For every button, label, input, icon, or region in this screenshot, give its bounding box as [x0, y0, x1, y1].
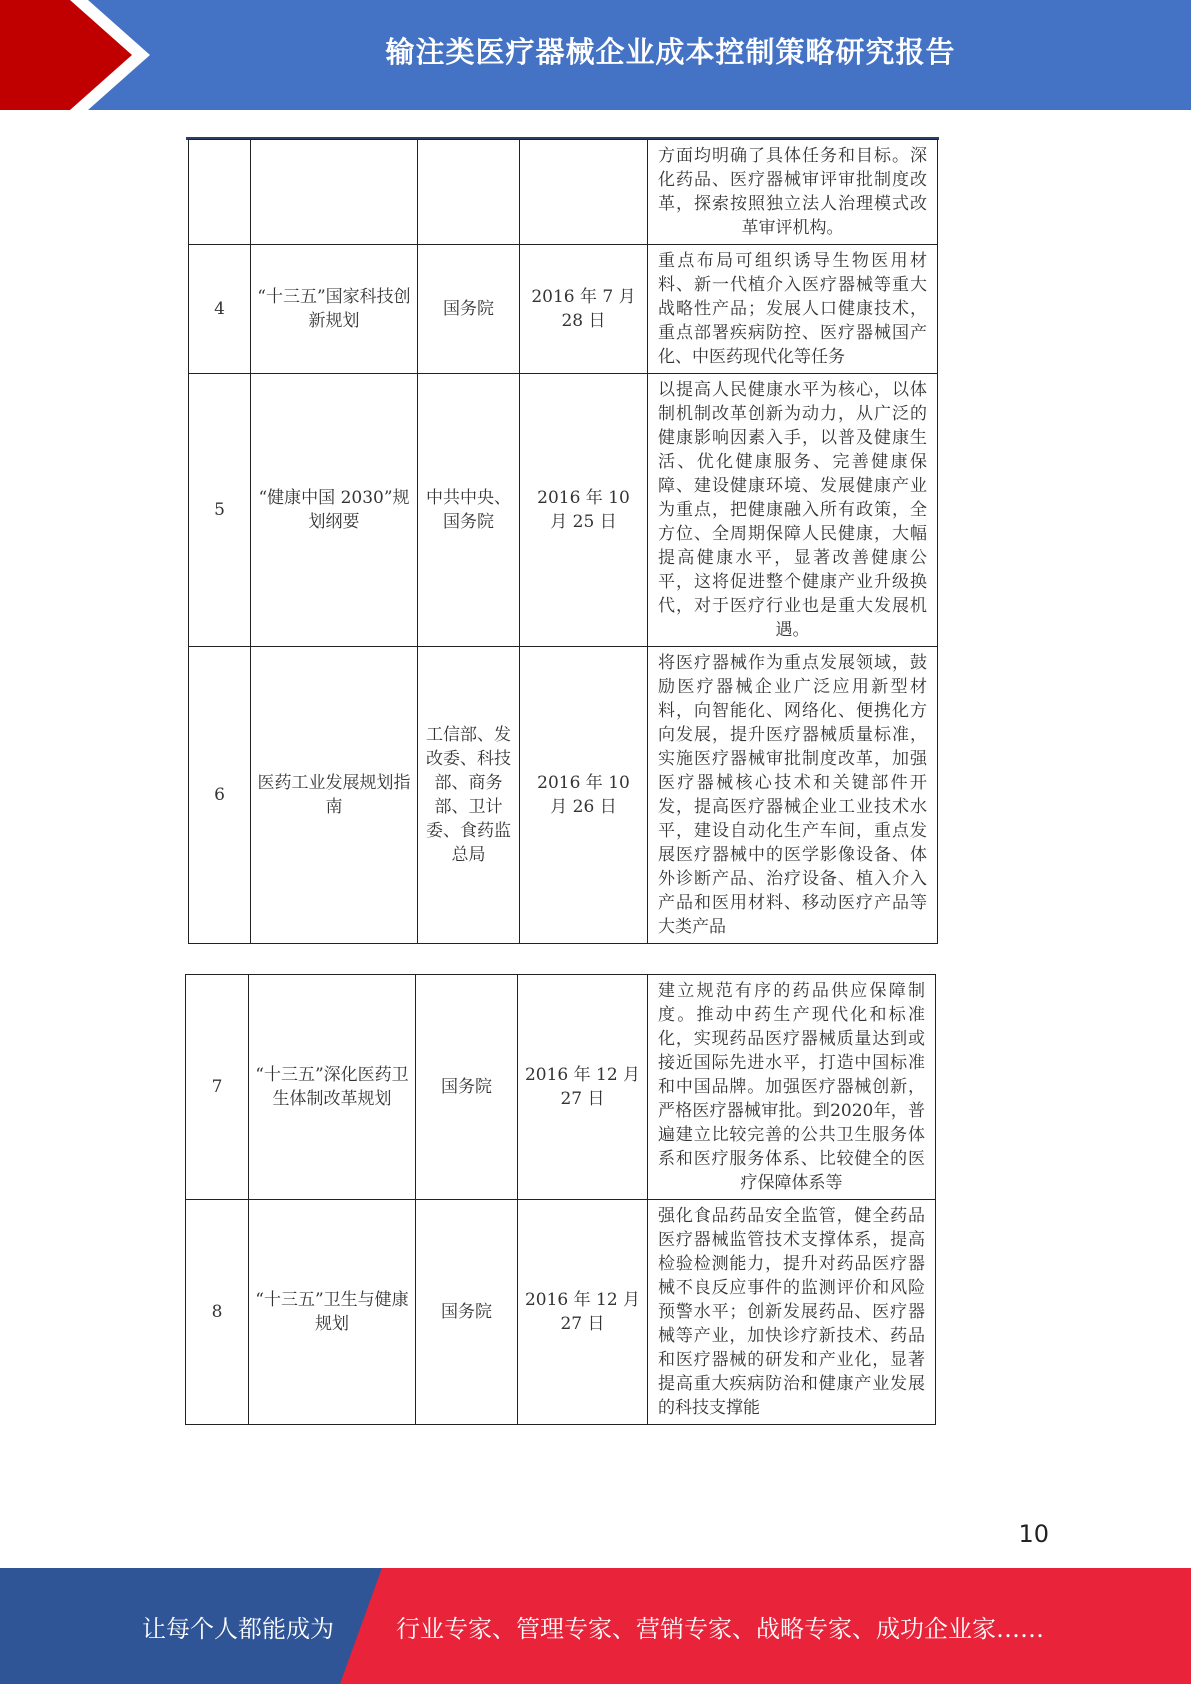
cell-date: 2016 年 12 月 27 日 [518, 1200, 648, 1425]
policy-table-2 [185, 974, 936, 1425]
table-row [186, 1200, 936, 1425]
table-row [186, 975, 936, 1200]
table-row [189, 245, 938, 374]
header-title: 输注类医疗器械企业成本控制策略研究报告 [385, 34, 956, 69]
cell-description: 方面均明确了具体任务和目标。深化药品、医疗器械审评审批制度改革，探索按照独立法人治理模式改革审评机构。 [648, 140, 938, 245]
cell-no: 4 [189, 245, 251, 374]
footer-slogan-right: 行业专家、管理专家、营销专家、战略专家、成功企业家…… [396, 1614, 1044, 1643]
cell-date: 2016 年 12 月 27 日 [518, 975, 648, 1200]
cell-description: 重点布局可组织诱导生物医用材料、新一代植介入医疗器械等重大战略性产品；发展人口健康技术，重点部署疾病防控、医疗器械国产化、中医药现代化等任务 [648, 245, 938, 374]
page-number: 10 [1018, 1520, 1049, 1548]
cell-description: 建立规范有序的药品供应保障制度。推动中药生产现代化和标准化，实现药品医疗器械质量达到或接近国际先进水平，打造中国标准和中国品牌。加强医疗器械创新，严格医疗器械审批。到2020年，普遍建立比较完善的公共卫生服务体系和医疗服务体系、比较健全的医疗保障体系等 [648, 975, 936, 1200]
cell-no [189, 140, 251, 245]
cell-issuer: 国务院 [416, 1200, 518, 1425]
cell-issuer: 中共中央、国务院 [418, 374, 520, 647]
table-row [189, 647, 938, 944]
cell-name: 医药工业发展规划指南 [251, 647, 418, 944]
page-footer [0, 1568, 1191, 1684]
table-row [189, 140, 938, 245]
page-header [0, 0, 1191, 110]
cell-description: 以提高人民健康水平为核心，以体制机制改革创新为动力，从广泛的健康影响因素入手，以普及健康生活、优化健康服务、完善健康保障、建设健康环境、发展健康产业为重点，把健康融入所有政策，全方位、全周期保障人民健康，大幅提高健康水平，显著改善健康公平，这将促进整个健康产业升级换代，对于医疗行业也是重大发展机遇。 [648, 374, 938, 647]
cell-name: “十三五”卫生与健康规划 [249, 1200, 416, 1425]
footer-slogan-left: 让每个人都能成为 [142, 1614, 334, 1643]
cell-issuer: 国务院 [418, 245, 520, 374]
cell-date [520, 140, 648, 245]
policy-table-1 [188, 139, 938, 944]
cell-no: 6 [189, 647, 251, 944]
cell-date: 2016 年 7 月 28 日 [520, 245, 648, 374]
cell-name: “十三五”国家科技创新规划 [251, 245, 418, 374]
cell-description: 将医疗器械作为重点发展领域，鼓励医疗器械企业广泛应用新型材料，向智能化、网络化、便携化方向发展，提升医疗器械质量标准，实施医疗器械审批制度改革，加强医疗器械核心技术和关键部件开发，提高医疗器械企业工业技术水平，建设自动化生产车间，重点发展医疗器械中的医学影像设备、体外诊断产品、治疗设备、植入介入产品和医用材料、移动医疗产品等大类产品 [648, 647, 938, 944]
cell-issuer: 工信部、发改委、科技部、商务部、卫计委、食药监总局 [418, 647, 520, 944]
cell-issuer: 国务院 [416, 975, 518, 1200]
cell-description: 强化食品药品安全监管，健全药品医疗器械监管技术支撑体系，提高检验检测能力，提升对药品医疗器械不良反应事件的监测评价和风险预警水平；创新发展药品、医疗器械等产业，加快诊疗新技术、药品和医疗器械的研发和产业化，显著提高重大疾病防治和健康产业发展的科技支撑能 [648, 1200, 936, 1425]
cell-date: 2016 年 10 月 25 日 [520, 374, 648, 647]
cell-issuer [418, 140, 520, 245]
cell-no: 7 [186, 975, 249, 1200]
cell-name: “十三五”深化医药卫生体制改革规划 [249, 975, 416, 1200]
cell-no: 5 [189, 374, 251, 647]
cell-name: “健康中国 2030”规划纲要 [251, 374, 418, 647]
red-chevron-decoration [0, 0, 160, 110]
cell-date: 2016 年 10 月 26 日 [520, 647, 648, 944]
cell-name [251, 140, 418, 245]
table-row [189, 374, 938, 647]
cell-no: 8 [186, 1200, 249, 1425]
